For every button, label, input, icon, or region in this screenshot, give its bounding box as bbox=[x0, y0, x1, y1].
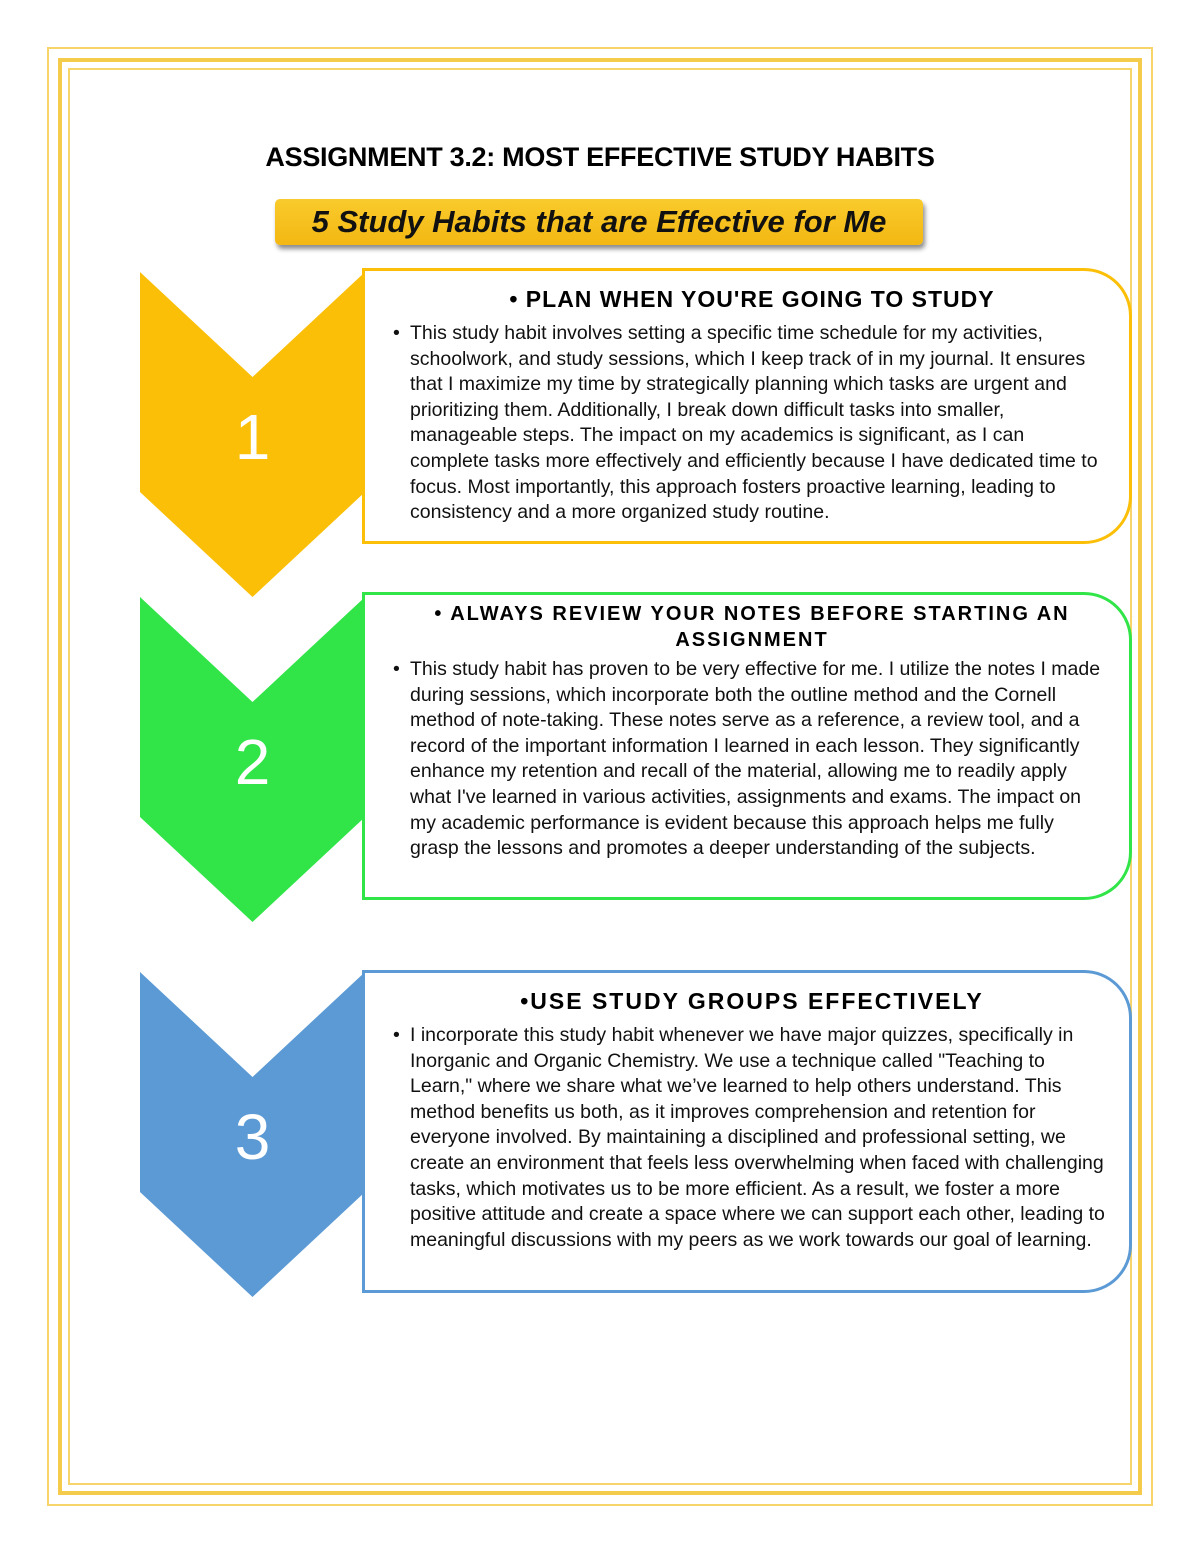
page-title: ASSIGNMENT 3.2: MOST EFFECTIVE STUDY HABITS bbox=[265, 142, 935, 172]
step-1-card bbox=[362, 268, 1132, 544]
step-2-title: • ALWAYS REVIEW YOUR NOTES BEFORE STARTING AN ASSIGNMENT bbox=[434, 603, 1070, 651]
step-2-bullet: • bbox=[393, 658, 400, 680]
subtitle-badge: 5 Study Habits that are Effective for Me bbox=[275, 199, 923, 245]
step-3-bullet: • bbox=[393, 1024, 400, 1046]
step-2-number: 2 bbox=[234, 726, 271, 798]
step-3-title: •USE STUDY GROUPS EFFECTIVELY bbox=[520, 988, 984, 1014]
step-1-title: • PLAN WHEN YOU'RE GOING TO STUDY bbox=[509, 286, 995, 312]
step-2-card bbox=[362, 592, 1132, 900]
step-3-number: 3 bbox=[234, 1101, 271, 1173]
step-1-number: 1 bbox=[234, 401, 271, 473]
step-1-bullet: • bbox=[393, 322, 400, 344]
step-1-body: This study habit involves setting a specific time schedule for my activities, schoolwork, and study sessions, which I keep track of in my journal. It ensures that I maximize my time by strategically planning which tasks are urgent and prioritizing them. Additionally, I break down difficult tasks into smaller, manageable steps. The impact on my academics is significant, as I can complete tasks more effectively and efficiently because I have dedicated time to focus. Most importantly, this approach fosters proactive learning, leading to consistency and a more organized study routine. bbox=[410, 322, 1098, 524]
step-2-body: This study habit has proven to be very effective for me. I utilize the notes I made during sessions, which incorporate both the outline method and the Cornell method of note-taking. These notes serve as a reference, a review tool, and a record of the important information I learned in each lesson. They significantly enhance my retention and recall of the material, allowing me to readily apply what I've learned in various activities, assignments and exams. The impact on my academic performance is evident because this approach helps me fully grasp the lessons and promotes a deeper understanding of the subjects. bbox=[410, 658, 1101, 860]
step-3-body: I incorporate this study habit whenever we have major quizzes, specifically in Inorganic and Organic Chemistry. We use a technique called "Teaching to Learn," where we share what we’ve learned to help others understand. This method benefits us both, as it improves comprehension and retention for everyone involved. By maintaining a disciplined and professional setting, we create an environment that feels less overwhelming when faced with challenging tasks, which motivates us to be more efficient. As a result, we foster a more positive attitude and create a space where we can support each other, leading to meaningful discussions with my peers as we work towards our goal of learning. bbox=[410, 1024, 1105, 1251]
step-3-card bbox=[362, 970, 1132, 1293]
